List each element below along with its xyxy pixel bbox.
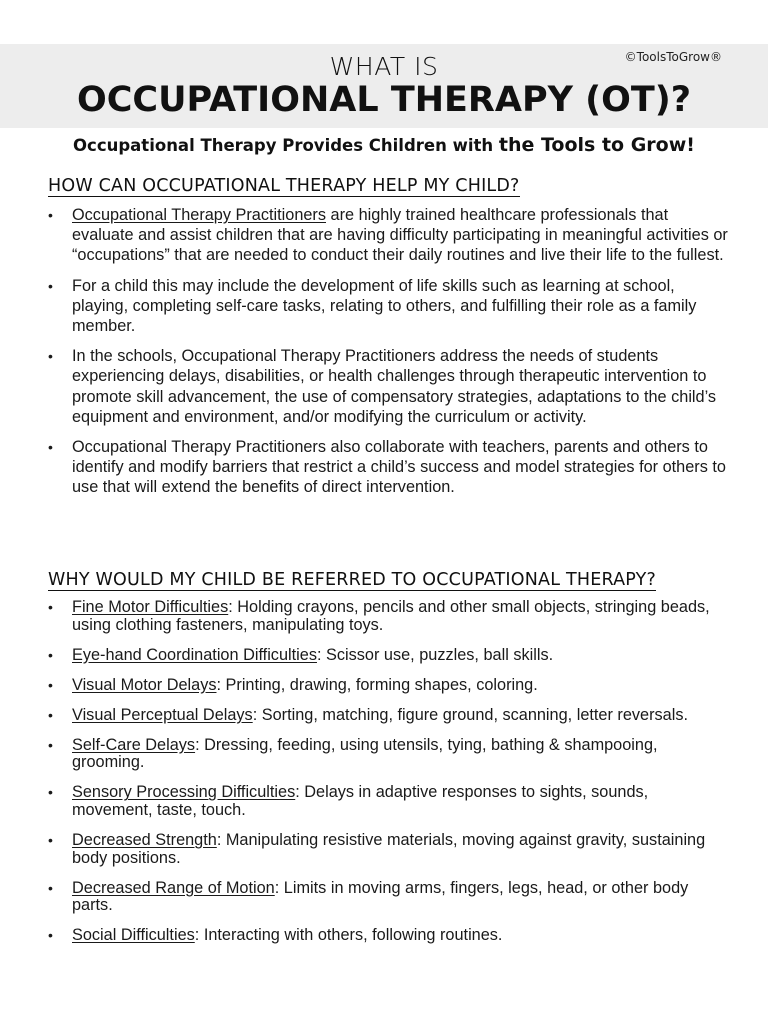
list-item-term: Fine Motor Difficulties [72, 598, 229, 616]
list-item-term: Eye-hand Coordination Difficulties [72, 645, 317, 664]
list-item-term: Decreased Strength [72, 831, 217, 850]
list-item-text: Occupational Therapy Practitioners also collaborate with teachers, parents and others to identify and modify barriers that restrict a child’s success and model strategies for others to use that will extend the benefits of direct intervention. [72, 438, 726, 497]
practitioners-link: Occupational Therapy Practitioners [72, 206, 326, 224]
list-item-term: Social Difficulties [72, 926, 195, 945]
list-item [48, 276, 732, 337]
referral-reasons-list [48, 599, 732, 957]
list-item-text: : Holding crayons, pencils and other small objects, stringing beads, using clothing fasteners, manipulating toys. [72, 598, 710, 634]
copyright-notice: ©ToolsToGrow® [624, 50, 722, 64]
list-item [48, 437, 732, 498]
section-heading-text: WHY WOULD MY CHILD BE REFERRED TO OCCUPATIONAL THERAPY? [48, 570, 657, 590]
list-item-text: : Interacting with others, following routines. [194, 926, 503, 945]
list-item-term: Sensory Processing Difficulties [72, 783, 296, 802]
section-heading-text: HOW CAN OCCUPATIONAL THERAPY HELP MY CHILD? [48, 176, 520, 196]
list-item [48, 832, 732, 867]
subtitle-lead: Occupational Therapy Provides Children with [73, 136, 499, 155]
list-item [48, 599, 732, 634]
list-item-text: are highly trained healthcare professionals that evaluate and assist children that are having difficulty participating in meaningful activities or “occupations” that are needed to conduct their daily routines and live their life to the fullest. [72, 206, 728, 265]
list-item-text: : Limits in moving arms, fingers, legs, head, or other body parts. [72, 878, 689, 915]
list-item-term: Self-Care Delays [72, 735, 196, 754]
page-title: OCCUPATIONAL THERAPY (OT)? [76, 80, 692, 120]
list-item [48, 346, 732, 427]
list-item [48, 677, 732, 695]
list-item [48, 927, 732, 945]
list-item-text: For a child this may include the development of life skills such as learning at school, playing, completing self-care tasks, relating to others, and fulfilling their role as a family member. [72, 276, 697, 336]
subtitle-emphasis: the Tools to Grow! [498, 134, 695, 156]
list-item [48, 880, 732, 915]
list-item-term: Decreased Range of Motion [72, 878, 275, 897]
list-item [48, 707, 732, 725]
list-item-term: Visual Perceptual Delays [72, 705, 253, 724]
list-item-text: : Sorting, matching, figure ground, scanning, letter reversals. [252, 705, 688, 724]
help-list [48, 205, 732, 508]
list-item [48, 647, 732, 665]
list-item-text: : Delays in adaptive responses to sights, sounds, movement, taste, touch. [72, 783, 649, 819]
list-item [48, 737, 732, 772]
section-heading-how-can-ot-help [48, 176, 728, 196]
title-what-is: WHAT IS [329, 52, 439, 81]
list-item-text: : Manipulating resistive materials, moving against gravity, sustaining body positions. [72, 831, 706, 867]
list-item [48, 205, 732, 266]
list-item-text: : Printing, drawing, forming shapes, coloring. [216, 675, 538, 694]
list-item-text: : Dressing, feeding, using utensils, tying, bathing & shampooing, grooming. [72, 735, 658, 772]
list-item-text: : Scissor use, puzzles, ball skills. [316, 645, 554, 664]
list-item-text: In the schools, Occupational Therapy Practitioners address the needs of students experiencing delays, disabilities, or health challenges through therapeutic intervention to promote skill advancement, the use of compensatory strategies, adaptations to the child’s equipment and environment, and/or modifying the curriculum or activity. [72, 347, 717, 426]
list-item-term: Visual Motor Delays [72, 675, 217, 694]
list-item [48, 784, 732, 819]
section-heading-why-referred [48, 570, 728, 590]
subtitle [0, 134, 768, 156]
